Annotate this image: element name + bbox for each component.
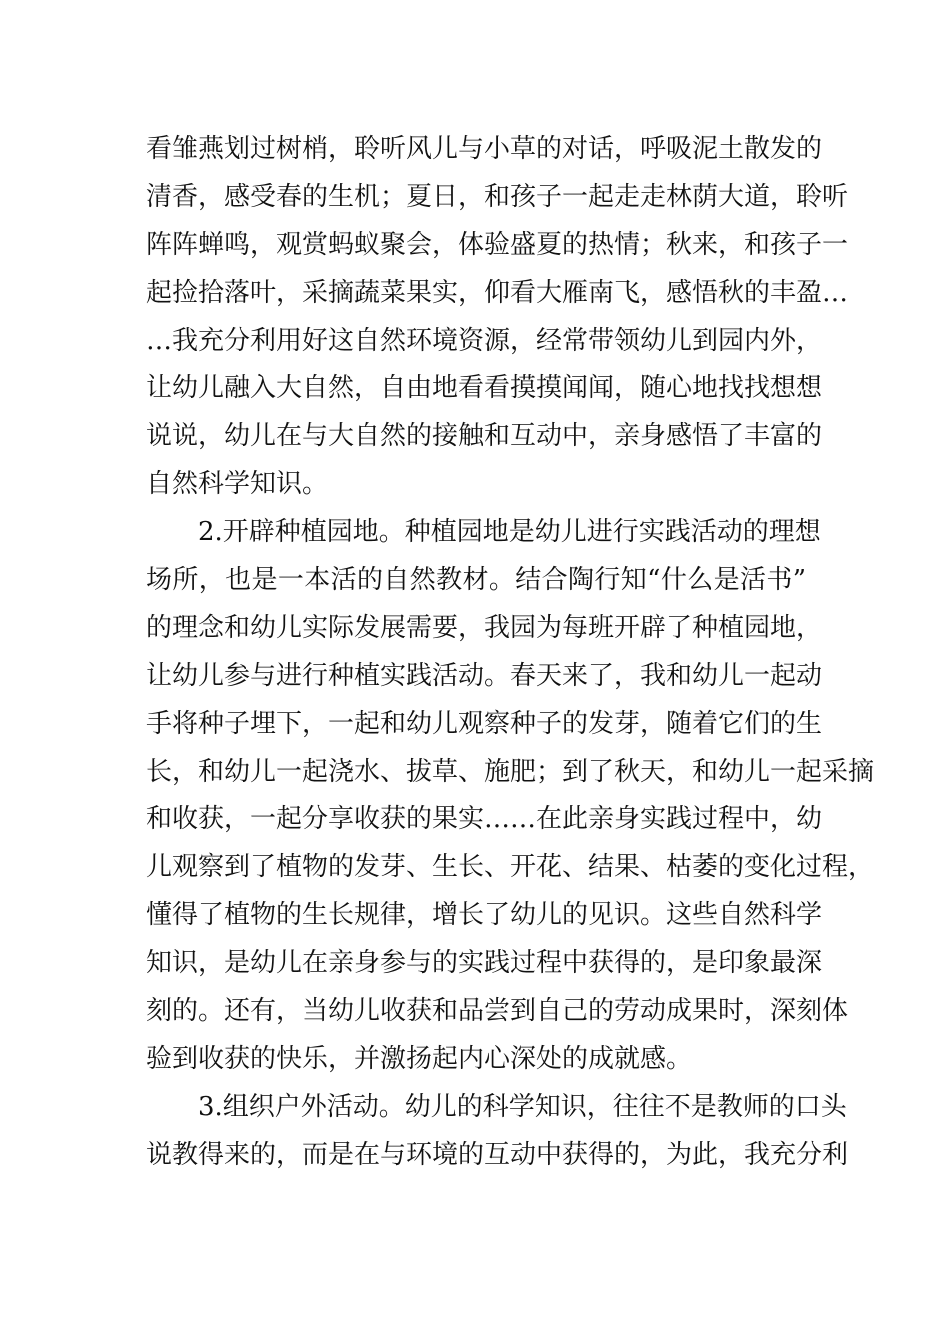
text-line: 知识，是幼儿在亲身参与的实践过程中获得的，是印象最深: [146, 948, 823, 979]
text-line: 手将种子埋下，一起和幼儿观察种子的发芽，随着它们的生: [146, 708, 823, 739]
text-line: 儿观察到了植物的发芽、生长、开花、结果、枯萎的变化过程，: [146, 852, 875, 883]
text-line: 的理念和幼儿实际发展需要，我园为每班开辟了种植园地，: [146, 612, 823, 643]
text-line: 让幼儿融入大自然，自由地看看摸摸闻闻，随心地找找想想: [146, 373, 823, 404]
text-line: 清香，感受春的生机；夏日，和孩子一起走走林荫大道，聆听: [146, 181, 849, 212]
paragraph-continued: [146, 126, 849, 509]
text-line: 懂得了植物的生长规律，增长了幼儿的见识。这些自然科学: [146, 900, 823, 931]
text-line: 起捡拾落叶，采摘蔬菜果实，仰看大雁南飞，感悟秋的丰盈…: [146, 277, 849, 308]
text-line: 说说，幼儿在与大自然的接触和互动中，亲身感悟了丰富的: [146, 421, 823, 452]
text-line: 验到收获的快乐，并激扬起内心深处的成就感。: [146, 1043, 693, 1074]
text-line: 长，和幼儿一起浇水、拔草、施肥；到了秋天，和幼儿一起采摘: [146, 756, 875, 787]
text-line: 自然科学知识。: [146, 469, 329, 500]
text-line: 场所，也是一本活的自然教材。结合陶行知“什么是活书”: [146, 565, 806, 596]
text-line: 刻的。还有，当幼儿收获和品尝到自己的劳动成果时，深刻体: [146, 996, 849, 1027]
text-line: 和收获，一起分享收获的果实……在此亲身实践过程中，幼: [146, 804, 823, 835]
text-line: 阵阵蝉鸣，观赏蚂蚁聚会，体验盛夏的热情；秋来，和孩子一: [146, 229, 849, 260]
body-text: [146, 126, 875, 1180]
text-line: …我充分利用好这自然环境资源，经常带领幼儿到园内外，: [146, 325, 823, 356]
text-line: 3.组织户外活动。幼儿的科学知识，往往不是教师的口头: [198, 1091, 847, 1122]
paragraph-planting-garden: [146, 509, 875, 1084]
text-line: 看雏燕划过树梢，聆听风儿与小草的对话，呼吸泥土散发的: [146, 134, 823, 164]
text-line: 2.开辟种植园地。种植园地是幼儿进行实践活动的理想: [198, 517, 821, 548]
text-line: 让幼儿参与进行种植实践活动。春天来了，我和幼儿一起动: [146, 660, 823, 691]
text-line: 说教得来的，而是在与环境的互动中获得的，为此，我充分利: [146, 1139, 849, 1170]
paragraph-outdoor-activities: [146, 1084, 849, 1180]
